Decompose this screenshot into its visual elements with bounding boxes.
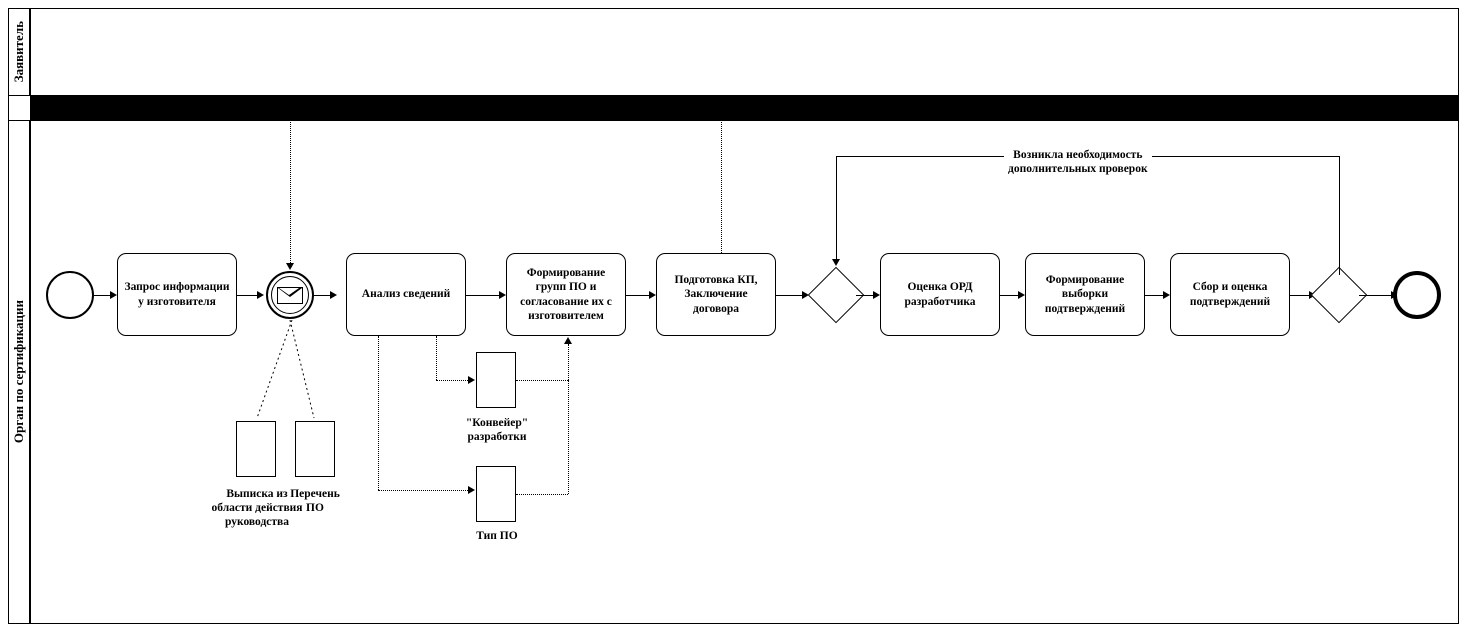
message-intermediate-event[interactable]: [266, 271, 314, 319]
message-flow-incoming: [290, 120, 291, 265]
label-additional-checks-line2: дополнительных проверок: [1008, 163, 1148, 176]
flow-gateway1-to-ord-arrow: [873, 291, 880, 299]
data-dev-conveyor[interactable]: [476, 352, 516, 408]
flow-request-to-message-arrow: [257, 291, 264, 299]
end-event[interactable]: [1393, 271, 1441, 319]
assoc-message-to-software-list: [288, 320, 320, 420]
task-collect-evaluate[interactable]: Сбор и оценка подтверждений: [1170, 253, 1290, 336]
lane-label-applicant: Заявитель: [11, 21, 26, 83]
flow-start-to-request: [94, 295, 110, 296]
assoc-type-to-groups-h: [516, 494, 568, 495]
flow-message-to-analysis: [314, 295, 330, 296]
lane-header-applicant: [8, 8, 30, 96]
task-request-info[interactable]: Запрос информации у изготовителя: [117, 253, 237, 336]
assoc-conveyor-to-groups-v: [568, 344, 569, 380]
data-software-list-label: Перечень ПО: [290, 488, 340, 515]
data-extract[interactable]: [236, 421, 276, 477]
task-kp-contract[interactable]: Подготовка КП, Заключение договора: [656, 253, 776, 336]
task-groups-forming[interactable]: Формирование групп ПО и согласование их с изготовителем: [506, 253, 626, 336]
flow-start-to-request-arrow: [110, 291, 117, 299]
data-dev-conveyor-label: "Конвейер" разработки: [465, 417, 529, 444]
flow-gateway1-to-ord: [856, 295, 873, 296]
data-software-list[interactable]: [295, 421, 335, 477]
lane-separator-band: [30, 96, 1459, 120]
data-software-type[interactable]: [476, 466, 516, 522]
label-additional-checks: [1004, 148, 1152, 177]
flow-ord-to-sample: [1000, 295, 1018, 296]
assoc-type-to-groups-v: [568, 380, 569, 494]
flow-collect-to-gateway2: [1290, 295, 1309, 296]
flow-sample-to-collect: [1145, 295, 1163, 296]
data-extract-label: Выписка из области действия руководства: [211, 488, 303, 529]
task-ord-evaluation[interactable]: Оценка ОРД разработчика: [880, 253, 1000, 336]
loopback-right-vertical: [1339, 156, 1340, 275]
assoc-analysis-to-conveyor-arrow: [468, 376, 475, 384]
flow-analysis-to-groups: [466, 295, 499, 296]
label-additional-checks-line1: Возникла необходимость: [1013, 149, 1143, 161]
lane-header-certification-body: [8, 120, 30, 624]
assoc-analysis-to-type-h: [378, 490, 468, 491]
flow-request-to-message: [237, 295, 257, 296]
assoc-analysis-to-conveyor-v: [436, 336, 437, 380]
start-event[interactable]: [46, 271, 94, 319]
flow-message-to-analysis-arrow: [330, 291, 337, 299]
flow-analysis-to-groups-arrow: [499, 291, 506, 299]
lane-body-certification-body: [30, 120, 1459, 624]
envelope-icon: [277, 287, 303, 304]
flow-kp-to-gateway1: [776, 295, 802, 296]
loopback-left-vertical: [836, 156, 837, 260]
flow-ord-to-sample-arrow: [1018, 291, 1025, 299]
assoc-analysis-to-type-v: [378, 336, 379, 490]
message-flow-incoming-arrow: [286, 263, 294, 270]
data-software-type-label: Тип ПО: [476, 530, 518, 542]
assoc-conveyor-to-groups-h: [516, 380, 568, 381]
flow-gateway2-to-end: [1359, 295, 1391, 296]
assoc-analysis-to-conveyor-h: [436, 380, 468, 381]
task-analysis[interactable]: Анализ сведений: [346, 253, 466, 336]
loopback-arrow: [832, 259, 840, 266]
lane-label-certification-body: Орган по сертификации: [11, 300, 26, 444]
message-flow-groups-incoming: [721, 120, 722, 253]
assoc-analysis-to-type-arrow: [468, 486, 475, 494]
flow-sample-to-collect-arrow: [1163, 291, 1170, 299]
lane-body-applicant: [30, 8, 1459, 96]
flow-groups-to-kp-arrow: [649, 291, 656, 299]
assoc-conveyor-to-groups-arrow: [564, 337, 572, 344]
flow-groups-to-kp: [626, 295, 649, 296]
task-sample-forming[interactable]: Формирование выборки подтверждений: [1025, 253, 1145, 336]
